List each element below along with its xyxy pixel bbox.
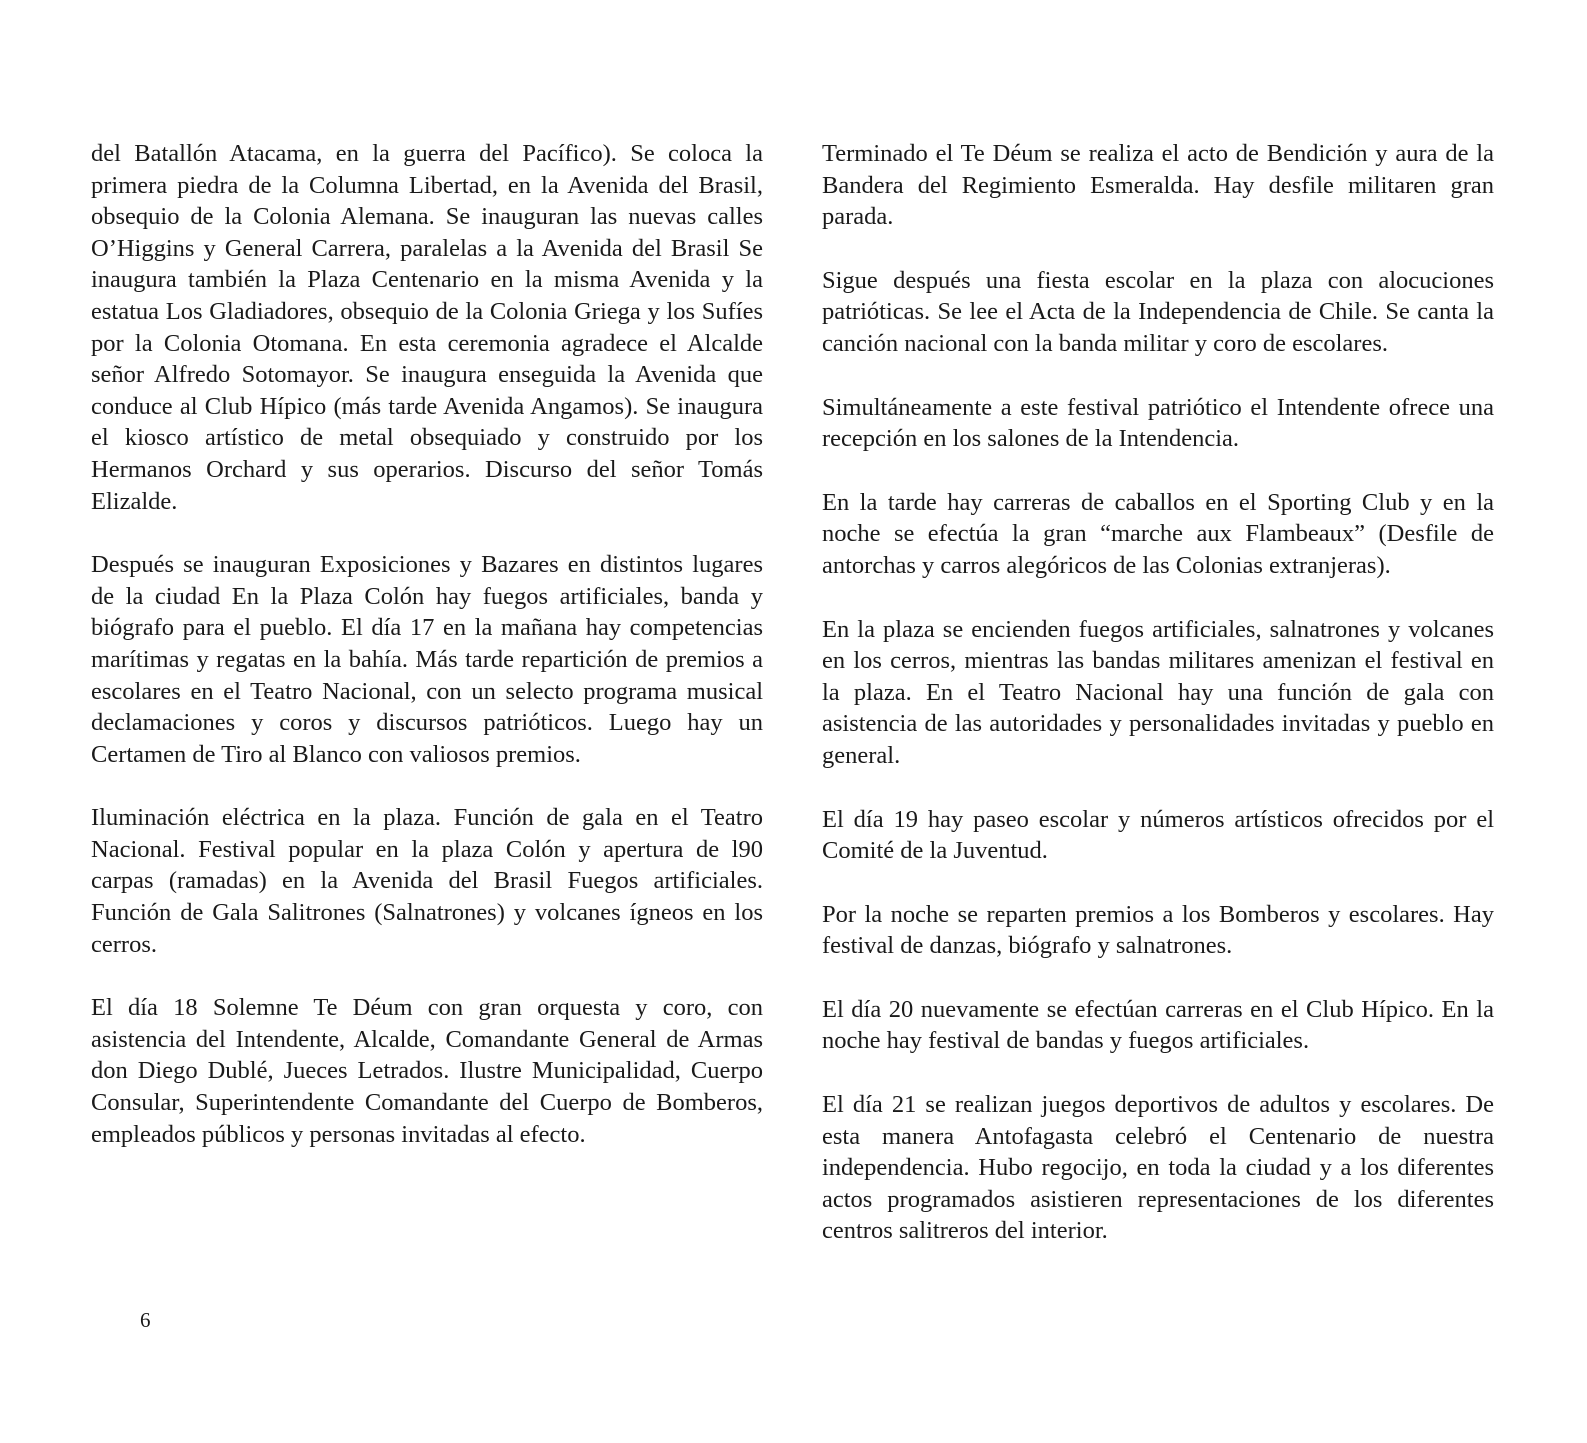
paragraph: Después se inauguran Exposiciones y Bazares en distintos lugares de la ciudad En la Plaza Colón hay fuegos artificiales, banda y biógrafo para el pueblo. El día 17 en la mañana hay competencias marítimas y regatas en la bahía. Más tarde repartición de premios a escolares en el Teatro Nacional, con un selecto programa musical declamaciones y coros y discursos patrióticos. Luego hay un Certamen de Tiro al Blanco con valiosos premios. [91, 551, 763, 768]
left-text-column [91, 138, 763, 1182]
paragraph: En la plaza se encienden fuegos artificiales, salnatrones y volcanes en los cerros, mientras las bandas militares amenizan el festival en la plaza. En el Teatro Nacional hay una función de gala con asistencia de las autoridades y personalidades invitadas y pueblo en general. [822, 615, 1494, 769]
paragraph: Sigue después una fiesta escolar en la plaza con alocuciones patrióticas. Se lee el Acta de la Independencia de Chile. Se canta la canción nacional con la banda militar y coro de escolares. [822, 266, 1494, 357]
page-number: 6 [140, 1308, 151, 1332]
paragraph: En la tarde hay carreras de caballos en el Sporting Club y en la noche se efectúa la gran “marche aux Flambeaux” (Desfile de antorchas y carros alegóricos de las Colonias extranjeras). [822, 488, 1494, 579]
paragraph: Iluminación eléctrica en la plaza. Función de gala en el Teatro Nacional. Festival popular en la plaza Colón y apertura de l90 carpas (ramadas) en la Avenida del Brasil Fuegos artificiales. Función de Gala Salitrones (Salnatrones) y volcanes ígneos en los cerros. [91, 804, 763, 958]
paragraph: Por la noche se reparten premios a los Bomberos y escolares. Hay festival de danzas, biógrafo y salnatrones. [822, 900, 1494, 960]
paragraph: Simultáneamente a este festival patriótico el Intendente ofrece una recepción en los salones de la Intendencia. [822, 393, 1494, 453]
paragraph: El día 20 nuevamente se efectúan carreras en el Club Hípico. En la noche hay festival de bandas y fuegos artificiales. [822, 995, 1494, 1055]
right-text-column [822, 138, 1494, 1279]
paragraph: El día 19 hay paseo escolar y números artísticos ofrecidos por el Comité de la Juventud. [822, 805, 1494, 865]
paragraph: Terminado el Te Déum se realiza el acto de Bendición y aura de la Bandera del Regimiento Esmeralda. Hay desfile militaren gran parada. [822, 140, 1494, 231]
paragraph: El día 18 Solemne Te Déum con gran orquesta y coro, con asistencia del Intendente, Alcalde, Comandante General de Armas don Diego Dublé, Jueces Letrados. Ilustre Municipalidad, Cuerpo Consular, Superintendente Comandante del Cuerpo de Bomberos, empleados públicos y personas invitadas al efecto. [91, 994, 763, 1148]
paragraph: del Batallón Atacama, en la guerra del Pacífico). Se coloca la primera piedra de la Columna Libertad, en la Avenida del Brasil, obsequio de la Colonia Alemana. Se inauguran las nuevas calles O’Higgins y General Carrera, paralelas a la Avenida del Brasil Se inaugura también la Plaza Centenario en la misma Avenida y la estatua Los Gladiadores, obsequio de la Colonia Griega y los Sufíes por la Colonia Otomana. En esta ceremonia agradece el Alcalde señor Alfredo Sotomayor. Se inaugura enseguida la Avenida que conduce al Club Hípico (más tarde Avenida Angamos). Se inaugura el kiosco artístico de metal obsequiado y construido por los Hermanos Orchard y sus operarios. Discurso del señor Tomás Elizalde. [91, 140, 763, 515]
paragraph: El día 21 se realizan juegos deportivos de adultos y escolares. De esta manera Antofagasta celebró el Centenario de nuestra independencia. Hubo regocijo, en toda la ciudad y a los diferentes actos programados asistieren representaciones de los diferentes centros salitreros del interior. [822, 1091, 1494, 1245]
